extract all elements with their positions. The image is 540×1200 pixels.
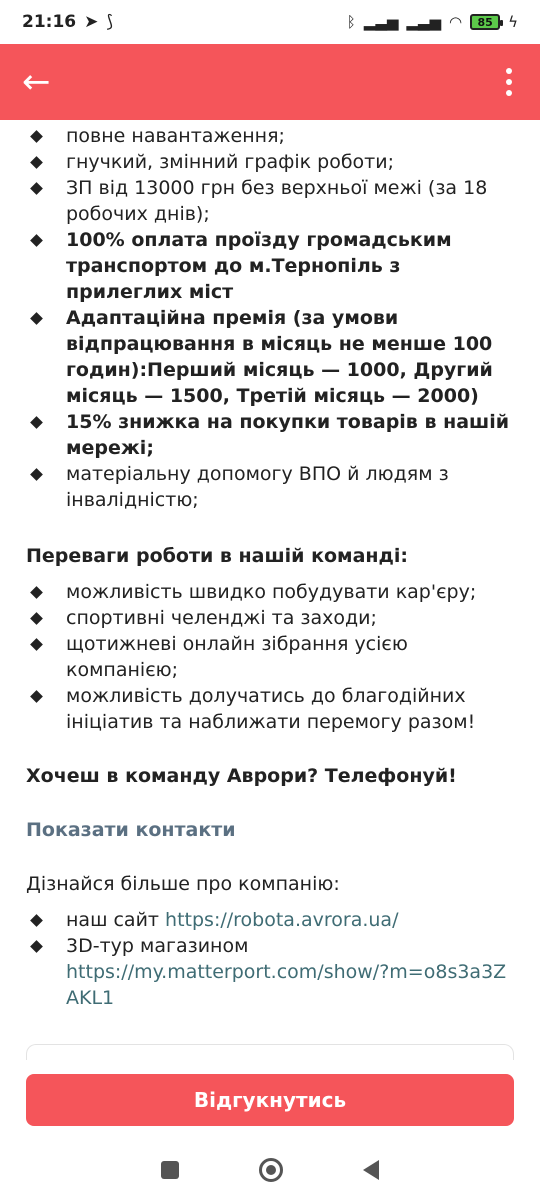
vacancy-description xyxy=(0,120,540,1060)
bullet-icon xyxy=(30,416,43,429)
bullet-icon xyxy=(30,234,43,247)
status-time: 21:16 xyxy=(22,12,77,32)
battery-icon: 85 xyxy=(470,14,500,30)
signal-icon: ▂▃▅ xyxy=(363,13,399,31)
notification-icon: ⟆ xyxy=(106,12,114,32)
bullet-icon xyxy=(30,638,43,651)
benefits-title: Переваги роботи в нашій команді: xyxy=(26,545,408,567)
list-item: наш сайт https://robota.avrora.ua/ xyxy=(26,907,514,933)
company-links-list xyxy=(26,907,514,1011)
conditions-list xyxy=(26,123,514,513)
wifi-icon: ◠ xyxy=(449,13,463,31)
bullet-icon xyxy=(30,586,43,599)
bullet-icon xyxy=(30,156,43,169)
list-item: можливість швидко побудувати кар'єру; xyxy=(26,579,514,605)
bullet-icon xyxy=(30,914,43,927)
home-icon[interactable] xyxy=(259,1158,283,1182)
list-item: 100% оплата проїзду громадським транспортом до м.Тернопіль з прилеглих міст xyxy=(26,227,514,305)
signal-icon-2: ▂▃▅ xyxy=(406,13,441,31)
list-item: ЗП від 13000 грн без верхньої межі (за 18 робочих днів); xyxy=(26,175,514,227)
list-item: спортивні челенджі та заходи; xyxy=(26,605,514,631)
bullet-icon xyxy=(30,468,43,481)
status-bar xyxy=(0,0,540,44)
list-item: 15% знижка на покупки товарів в нашій мережі; xyxy=(26,409,514,461)
bullet-icon xyxy=(30,940,43,953)
list-item: гнучкий, змінний графік роботи; xyxy=(26,149,514,175)
bullet-icon xyxy=(30,182,43,195)
more-options-icon[interactable] xyxy=(506,68,512,96)
company-site-link[interactable]: https://robota.avrora.ua/ xyxy=(165,909,399,931)
list-item: можливість долучатись до благодійних ініціатив та наближати перемогу разом! xyxy=(26,683,514,735)
learn-more-text: Дізнайся більше про компанію: xyxy=(26,873,340,895)
system-nav-bar xyxy=(0,1140,540,1200)
charging-icon: ϟ xyxy=(508,13,518,31)
bullet-icon xyxy=(30,690,43,703)
show-contacts-link[interactable]: Показати контакти xyxy=(26,819,236,841)
benefits-list xyxy=(26,579,514,735)
nav-back-icon[interactable] xyxy=(363,1160,379,1180)
recent-apps-icon[interactable] xyxy=(161,1161,179,1179)
bluetooth-icon: ᛒ xyxy=(346,13,356,31)
app-bar xyxy=(0,44,540,120)
list-item: Адаптаційна премія (за умови відпрацювання в місяць не менше 100 годин):Перший місяць — 1000, Другий місяць — 1500, Третій місяць — 2000) xyxy=(26,305,514,409)
telegram-icon: ➤ xyxy=(84,12,99,32)
list-item: щотижневі онлайн зібрання усією компанією; xyxy=(26,631,514,683)
list-item: повне навантаження; xyxy=(26,123,514,149)
back-arrow-icon[interactable]: ← xyxy=(22,62,51,102)
bullet-icon xyxy=(30,130,43,143)
cta-title: Хочеш в команду Аврори? Телефонуй! xyxy=(26,765,457,787)
list-item: 3D-тур магазином https://my.matterport.com/show/?m=o8s3a3ZAKL1 xyxy=(26,933,514,1011)
list-item: матеріальну допомогу ВПО й людям з інвалідністю; xyxy=(26,461,514,513)
bullet-icon xyxy=(30,312,43,325)
3d-tour-link[interactable]: https://my.matterport.com/show/?m=o8s3a3ZAKL1 xyxy=(66,961,507,1009)
bullet-icon xyxy=(30,612,43,625)
apply-button[interactable]: Відгукнутись xyxy=(26,1074,514,1126)
